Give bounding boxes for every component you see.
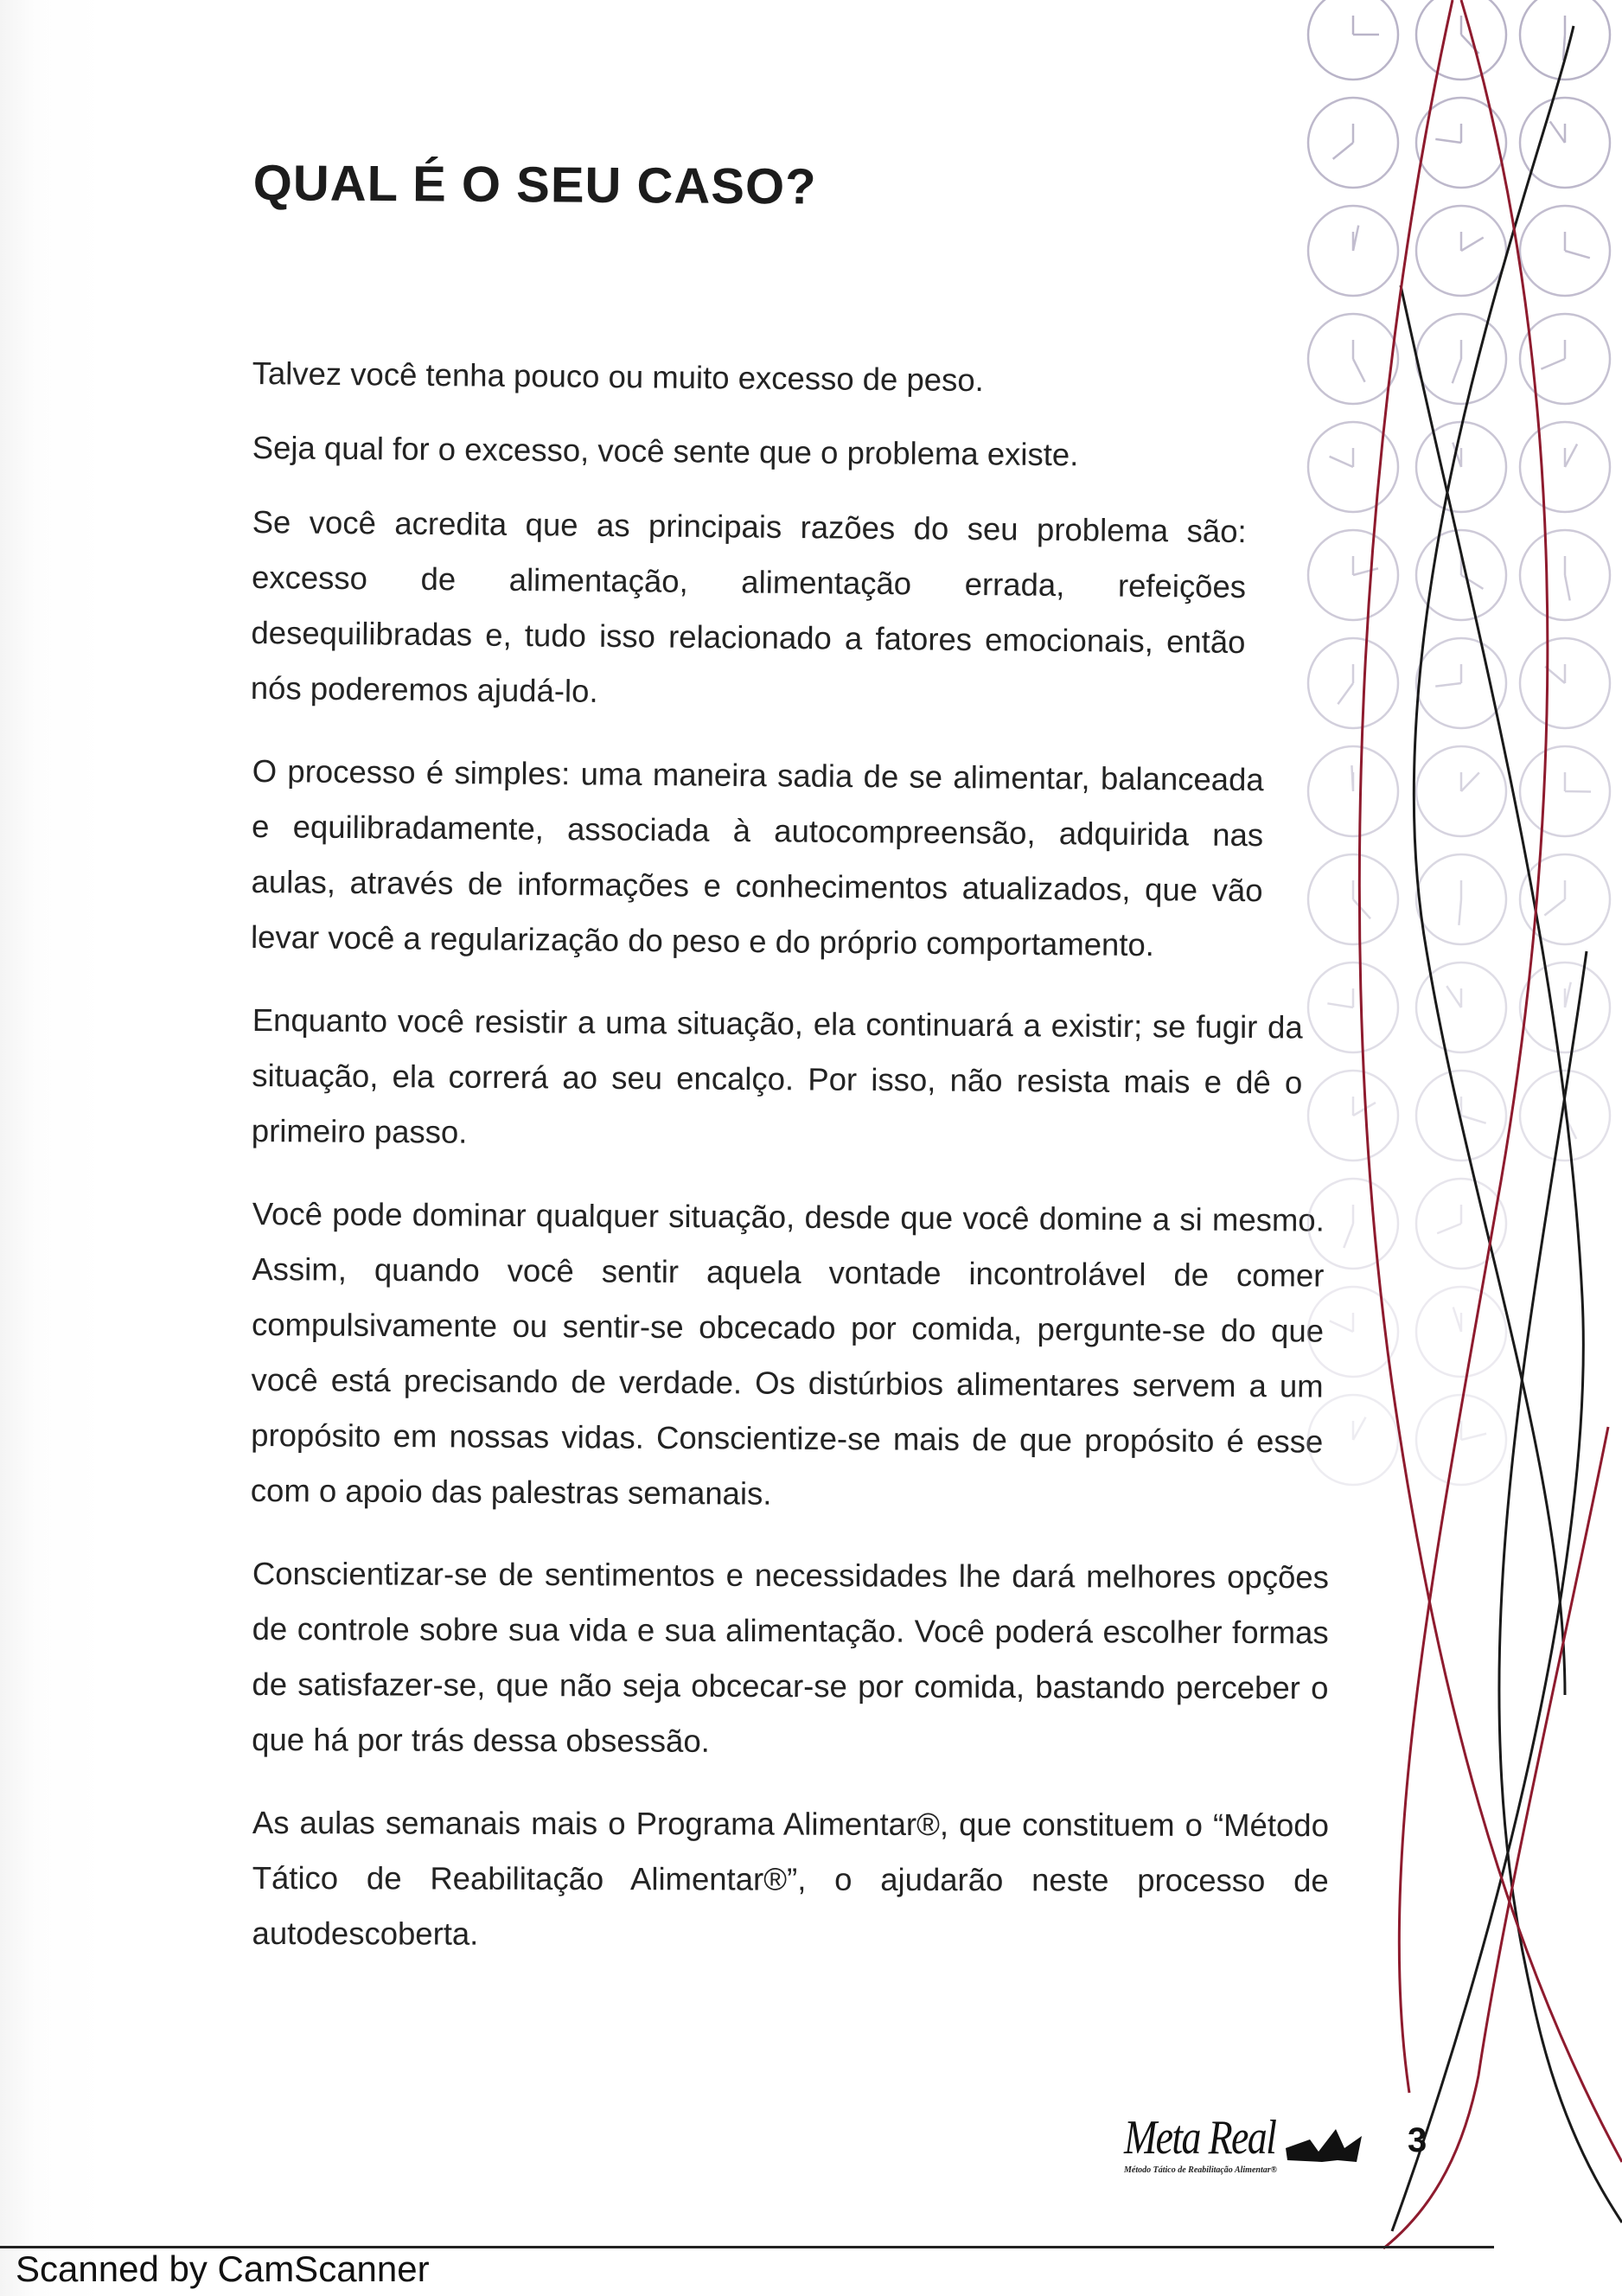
clock-hands — [1461, 1097, 1486, 1123]
clock-hands — [1565, 444, 1577, 467]
clock-hands — [1435, 664, 1461, 687]
clock-hands — [1351, 765, 1353, 791]
meta-real-bird-icon — [1284, 2122, 1363, 2164]
clock-hands — [1453, 340, 1461, 383]
paragraph-1: Talvez você tenha pouco ou muito excesso de peso. — [252, 355, 984, 399]
clock-hands — [1435, 124, 1461, 143]
clock-hands — [1353, 340, 1365, 382]
clock-hands — [1565, 772, 1591, 792]
paragraph-7: Conscientizar-se de sentimentos e necessidades lhe dará melhores opções de controle sobre sua vida e sua alimentação. Você poderá escolher formas de satisfazer-se, que não seja obcecar-se por comida, bastando perceber o que há por trás dessa obsessão. — [252, 1555, 1329, 1759]
paragraph-2: Seja qual for o excesso, você sente que o problema existe. — [252, 429, 1079, 473]
clock-hands — [1353, 556, 1378, 575]
clock-hands — [1353, 226, 1358, 251]
logo-tagline: Método Tático de Reabilitação Alimentar® — [1124, 2165, 1278, 2175]
clock-hands — [1330, 448, 1353, 467]
clock-hands — [1461, 232, 1484, 251]
clock-circle — [1416, 0, 1506, 80]
paragraph-6: Você pode dominar qualquer situação, desde que você domine a si mesmo. Assim, quando você sentir aquela vontade incontrolável de comer compulsivamente ou sentir-se obcecado por comida, pergunte-se do que você está precisando de verdade. Os distúrbios alimentares servem a um propósito em nossas vidas. Conscientize-se mais de que propósito é esse com o apoio das palestras semanais. — [250, 1195, 1325, 1512]
clock-hands — [1330, 1313, 1353, 1332]
clock-hands — [1565, 982, 1571, 1007]
clock-hands — [1461, 772, 1479, 791]
clock-hands — [1459, 880, 1461, 925]
logo-name: Meta Real — [1124, 2111, 1276, 2165]
clock-hands — [1461, 1421, 1486, 1440]
clock-hands — [1550, 121, 1565, 143]
clock-hands — [1353, 1417, 1366, 1440]
page-title: QUAL É O SEU CASO? — [252, 154, 817, 215]
decorative-margin-pattern — [1280, 0, 1622, 2296]
scanner-watermark: Scanned by CamScanner — [16, 2248, 430, 2289]
body-text — [252, 346, 1329, 1989]
clock-circle — [1308, 0, 1398, 80]
clock-hands — [1446, 986, 1461, 1007]
dark-curve-3 — [1499, 951, 1622, 2222]
clock-hands — [1327, 988, 1353, 1007]
clock-hands — [1453, 1307, 1461, 1332]
clock-hands — [1437, 1205, 1461, 1233]
paragraph-4: O processo é simples: uma maneira sadia de se alimentar, balanceada e equilibradamente, associada à autocompreensão, adquirida nas aulas, através de informações e conhecimentos atualizados, que vão levar você a regularização do peso e do próprio comportamento. — [250, 752, 1264, 963]
page-number: 3 — [1408, 2121, 1427, 2159]
clock-hands — [1333, 124, 1353, 159]
clock-hands — [1563, 16, 1565, 61]
clock-hands — [1541, 340, 1565, 369]
clock-hands — [1565, 232, 1590, 258]
clock-hands — [1353, 880, 1370, 918]
clock-circle-pattern — [1308, 0, 1610, 1485]
clock-hands — [1544, 880, 1565, 915]
clock-hands — [1353, 16, 1379, 35]
paragraph-5: Enquanto você resistir a uma situação, ela continuará a existir; se fugir da situação, ela correrá ao seu encalço. Por isso, não resista mais e dê o primeiro passo. — [251, 1001, 1303, 1150]
clock-hands — [1565, 556, 1570, 600]
meta-real-logo — [1124, 2110, 1375, 2179]
paragraph-3: Se você acredita que as principais razões do seu problema são: excesso de alimentação, alimentação errada, refeições desequilibradas e, tudo isso relacionado a fatores emocionais, então nós poderemos ajudá-lo. — [250, 503, 1247, 709]
clock-hands — [1338, 664, 1353, 704]
paragraph-8: As aulas semanais mais o Programa Alimentar®, que constituem o “Método Tático de Reabilitação Alimentar®”, o ajudarão neste processo de autodescoberta. — [252, 1805, 1329, 1952]
clock-hands — [1344, 1205, 1353, 1248]
